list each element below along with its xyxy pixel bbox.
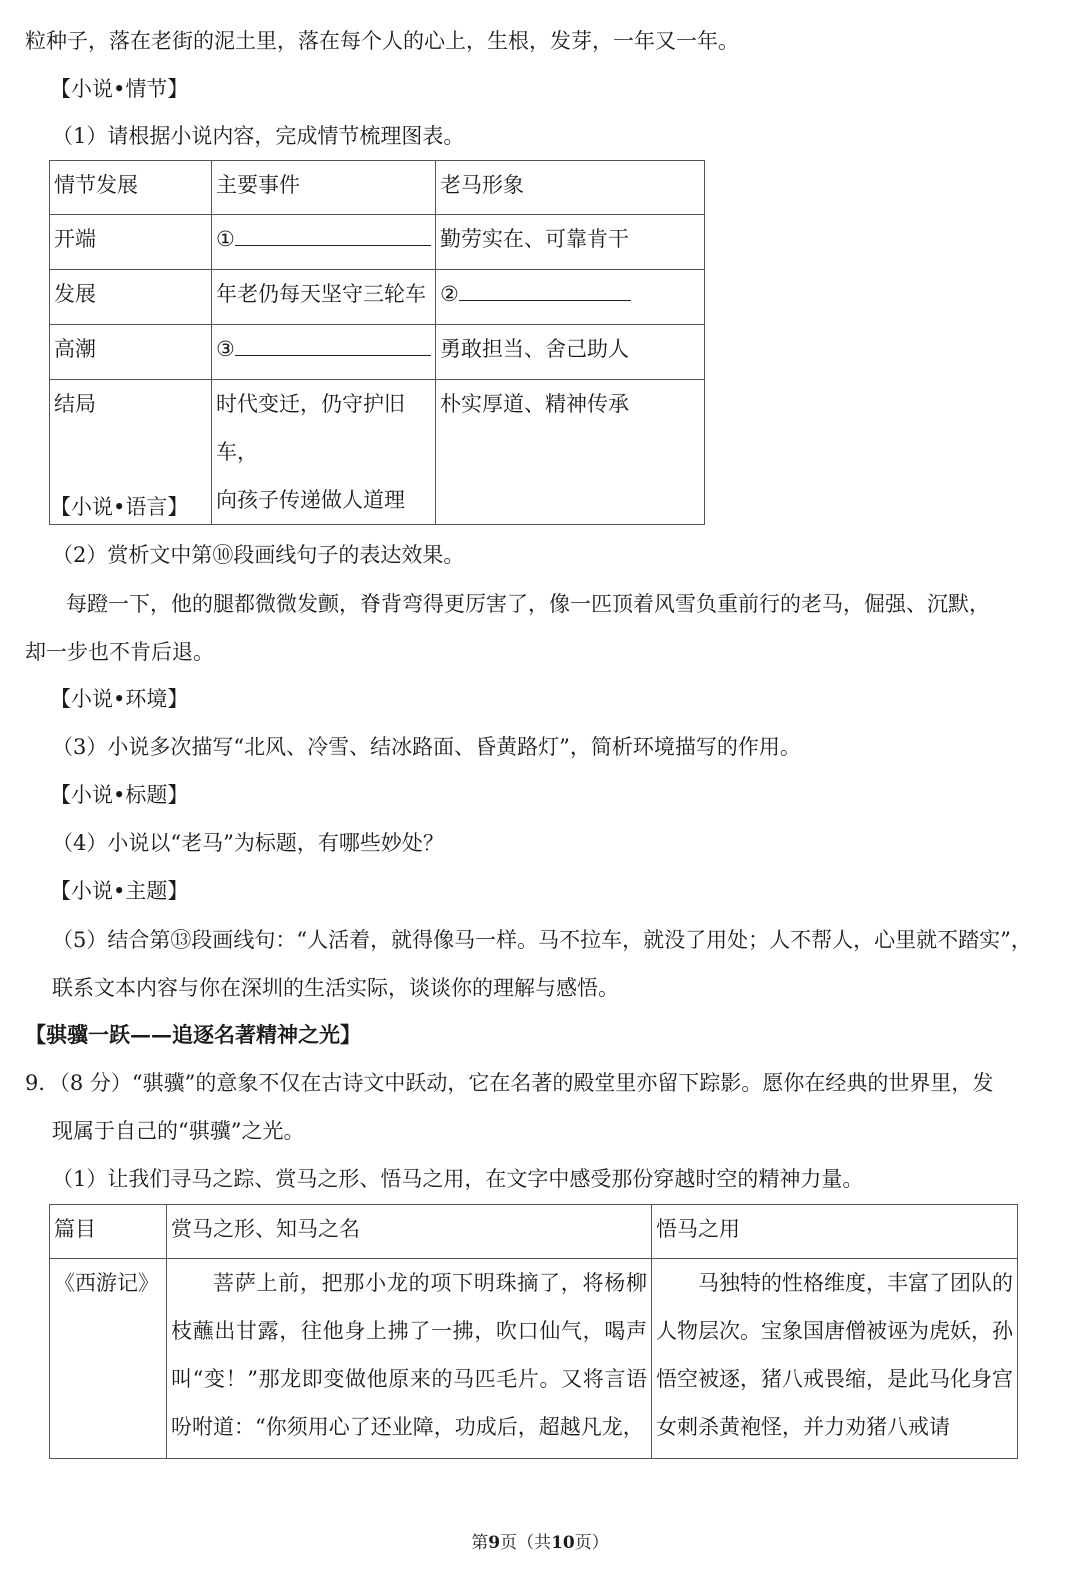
blank-marker: ② bbox=[440, 282, 459, 306]
quote-line: 每蹬一下，他的腿都微微发颤，脊背弯得更厉害了，像一匹顶着风雪负重前行的老马，倔强、沉默， bbox=[66, 592, 990, 616]
event-cell bbox=[212, 325, 436, 380]
heading-language: 【小说•语言】 bbox=[50, 495, 189, 519]
table-header-row bbox=[50, 1205, 1018, 1259]
question-3: （3）小说多次描写“北风、冷雪、结冰路面、昏黄路灯”，简析环境描写的作用。 bbox=[52, 735, 801, 759]
plot-table bbox=[49, 160, 705, 525]
header-use: 悟马之用 bbox=[652, 1205, 1018, 1259]
form-cell: 菩萨上前，把那小龙的项下明珠摘了，将杨柳枝蘸出甘露，往他身上拂了一拂，吹口仙气，喝声叫“变！”那龙即变做他原来的马匹毛片。又将言语吩咐道：“你须用心了还业障，功成后，超越凡龙， bbox=[167, 1259, 652, 1459]
page-footer bbox=[0, 1528, 1080, 1553]
table-header-row bbox=[50, 161, 705, 215]
stage-cell: 开端 bbox=[50, 215, 212, 270]
header-book: 篇目 bbox=[50, 1205, 167, 1259]
image-cell: 勤劳实在、可靠肯干 bbox=[436, 215, 705, 270]
header-form: 赏马之形、知马之名 bbox=[167, 1205, 652, 1259]
horse-table bbox=[49, 1204, 1018, 1459]
header-image: 老马形象 bbox=[436, 161, 705, 215]
use-cell: 马独特的性格维度，丰富了团队的人物层次。宝象国唐僧被诬为虎妖，孙悟空被逐，猪八戒畏缩，是此马化身宫女刺杀黄袍怪，并力劝猪八戒请 bbox=[652, 1259, 1018, 1459]
heading-title: 【小说•标题】 bbox=[50, 783, 189, 807]
table-row bbox=[50, 1259, 1018, 1459]
question-1: （1）请根据小说内容，完成情节梳理图表。 bbox=[52, 124, 465, 148]
blank-marker: ③ bbox=[216, 337, 235, 361]
header-event: 主要事件 bbox=[212, 161, 436, 215]
heading-environment: 【小说•环境】 bbox=[50, 687, 189, 711]
image-cell bbox=[436, 270, 705, 325]
page-number: 9 bbox=[488, 1533, 501, 1553]
part-heading: 【骐骥一跃——追逐名著精神之光】 bbox=[25, 1022, 361, 1047]
page-total: 10 bbox=[551, 1533, 575, 1553]
blank-marker: ① bbox=[216, 227, 235, 251]
question-2: （2）赏析文中第⑩段画线句子的表达效果。 bbox=[52, 543, 465, 567]
table-row bbox=[50, 325, 705, 380]
event-line: 向孩子传递做人道理 bbox=[216, 488, 405, 512]
header-stage: 情节发展 bbox=[50, 161, 212, 215]
heading-plot: 【小说•情节】 bbox=[50, 77, 189, 101]
event-cell: 年老仍每天坚守三轮车 bbox=[212, 270, 436, 325]
question-9: 现属于自己的“骐骥”之光。 bbox=[52, 1119, 305, 1143]
book-cell: 《西游记》 bbox=[50, 1259, 167, 1459]
question-9: 9．（8 分）“骐骥”的意象不仅在古诗文中跃动，它在名著的殿堂里亦留下踪影。愿你在经典的世界里，发 bbox=[25, 1071, 994, 1095]
event-line: 时代变迁，仍守护旧车， bbox=[216, 392, 405, 464]
question-9-sub-1: （1）让我们寻马之踪、赏马之形、悟马之用，在文字中感受那份穿越时空的精神力量。 bbox=[52, 1167, 864, 1191]
stage-cell: 结局 bbox=[50, 380, 212, 525]
footer-mid: 页（共 bbox=[500, 1533, 552, 1553]
image-cell: 朴实厚道、精神传承 bbox=[436, 380, 705, 525]
event-cell bbox=[212, 215, 436, 270]
table-row bbox=[50, 270, 705, 325]
question-4: （4）小说以“老马”为标题，有哪些妙处？ bbox=[52, 831, 444, 855]
footer-suffix: 页） bbox=[574, 1533, 609, 1553]
question-5: （5）结合第⑬段画线句：“人活着，就得像马一样。马不拉车，就没了用处；人不帮人，心里就不踏实”， bbox=[52, 928, 1032, 952]
footer-prefix: 第 bbox=[471, 1533, 489, 1553]
stage-cell: 高潮 bbox=[50, 325, 212, 380]
answer-blank[interactable] bbox=[235, 223, 431, 246]
quote-line: 却一步也不肯后退。 bbox=[25, 640, 214, 664]
question-5: 联系文本内容与你在深圳的生活实际，谈谈你的理解与感悟。 bbox=[52, 976, 619, 1000]
top-line: 粒种子，落在老街的泥土里，落在每个人的心上，生根，发芽，一年又一年。 bbox=[25, 29, 739, 53]
stage-cell: 发展 bbox=[50, 270, 212, 325]
answer-blank[interactable] bbox=[235, 333, 431, 356]
event-cell bbox=[212, 380, 436, 525]
table-row bbox=[50, 215, 705, 270]
answer-blank[interactable] bbox=[459, 278, 631, 301]
heading-theme: 【小说•主题】 bbox=[50, 879, 189, 903]
image-cell: 勇敢担当、舍己助人 bbox=[436, 325, 705, 380]
